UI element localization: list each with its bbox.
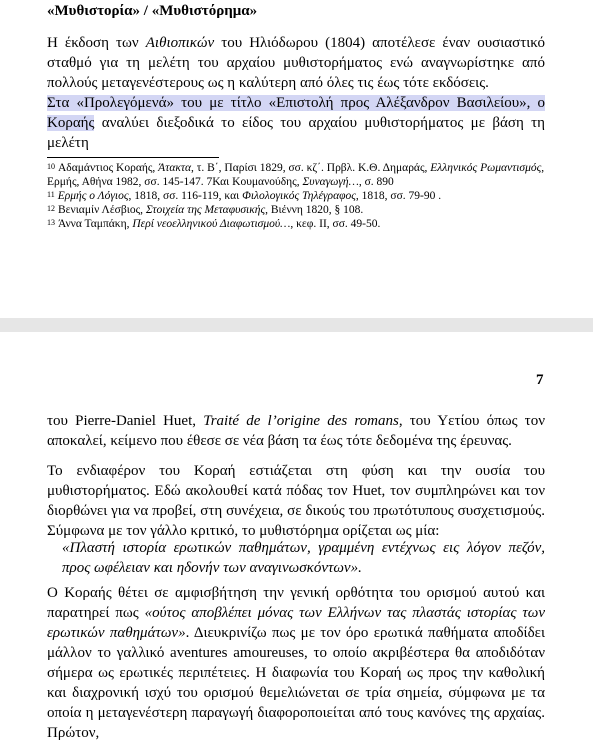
selected-text-highlight[interactable]: Στα «Προλεγόμενά» του με τίτλο «Επιστολή προς Αλέξανδρον Βασιλείου», ο Κοραής [47, 95, 545, 131]
text-run: , 1818, σσ. 116-119, και [128, 190, 243, 202]
paragraph-prolegomena [47, 93, 545, 153]
page-number: 7 [536, 372, 544, 388]
block-quote-definition: «Πλαστή ιστορία ερωτικών παθημάτων, γραμμένη εντέχνως εις λόγον πεζόν, προς ωφέλειαν και ηδονήν των αναγινωσκόντων». [62, 540, 545, 576]
page-break-gap [0, 318, 593, 332]
document-page-upper [0, 0, 593, 318]
section-heading [47, 3, 257, 20]
italic-quote: «ούτος αποβλέπει μόνας των Ελλήνων τας πλαστάς ιστορίας των ερωτικών παθημάτων» [47, 605, 545, 641]
text-run: Αδαμάντιος Κοραής, [58, 162, 159, 174]
italic-title: Αιθιοπικών [145, 35, 215, 51]
footnote-number: 10 [47, 162, 55, 171]
footnote-number: 13 [47, 218, 55, 227]
paragraph-korais-interest: Το ενδιαφέρον του Κοραή εστιάζεται στη φύση και την ουσία του μυθιστορήματος. Εδώ ακολουθεί κατά πόδας τον Huet, τον συμπληρώνει και τον διορθώνει για να προβεί, στη συνέχεια, σε δικούς του πρωτότυπους συσχετισμούς. Σύμφωνα με τον γάλλο κριτικό, το μυθιστόρημα ορίζεται ως μία: [47, 463, 545, 539]
text-run: , Βιέννη 1820, § 108. [265, 204, 364, 216]
text-run: , κεφ. ΙΙ, σσ. 49-50. [290, 218, 381, 230]
document-page-lower [0, 332, 593, 741]
text-run: του Pierre-Daniel Huet, [47, 413, 204, 429]
footnote-number: 12 [47, 204, 55, 213]
italic-title: Ερμής ο Λόγιος [57, 190, 129, 202]
text-run: Άννα Ταμπάκη, [58, 218, 133, 230]
italic-title: Ελληνικός Ρωμαντισμός [430, 162, 542, 174]
footnote-10 [47, 161, 547, 189]
heading-mythistoria: «Μυθιστορία» [47, 3, 141, 19]
italic-title: Στοιχεία της Μεταφυσικής [145, 204, 266, 216]
italic-title: Φιλολογικός Τηλέγραφος [242, 190, 356, 202]
text-run: του Ηλιόδωρου (1804) αποτέλεσε έναν ουσιαστικό σταθμό για τη μελέτη του αρχαίου μυθιστορήματος ενώ αναγνωρίστηκε από πολλούς μεταγενέστερους ως η καλύτερη από όλες τις έως τότε εκδόσεις. [47, 35, 545, 91]
footnote-11 [47, 189, 547, 203]
italic-title: Περί νεοελληνικού Διαφωτισμού… [132, 218, 291, 230]
text-run: αναλύει διεξοδικά το είδος του αρχαίου μυθιστορήματος με βάση τη μελέτη [47, 115, 545, 151]
text-run: , Ερμής, Αθήνα 1982, σσ. 145-147. 7Και Κουμανούδης, [47, 162, 545, 188]
paragraph-korais-critique [47, 583, 545, 743]
italic-title: Συναγωγή… [302, 176, 359, 188]
text-run: Βενιαμίν Λέσβιος, [58, 204, 146, 216]
footnote-separator [47, 157, 219, 158]
italic-title: Άτακτα [158, 162, 192, 174]
heading-mythistorima: «Μυθιστόρημα» [151, 3, 258, 19]
italic-title: Traité de l’origine des romans [203, 413, 399, 429]
text-run: , του Υετίου όπως τον αποκαλεί, κείμενο που έθεσε σε νέα βάση τα έως τότε δεδομένα της έρευνας. [47, 413, 545, 449]
text-run: Η έκδοση των [47, 35, 146, 51]
text-run: , 1818, σσ. 79-90 . [355, 190, 442, 202]
text-run: Ο Κοραής θέτει σε αμφισβήτηση την γενική ορθότητα του ορισμού αυτού και παρατηρεί πως [47, 585, 545, 621]
text-run: , τ. Β΄, Παρίσι 1829, σσ. κζ΄. Πρβλ. Κ.Θ. Δημαράς, [191, 162, 431, 174]
paragraph-huet [47, 411, 545, 451]
paragraph-heliodorus-edition [47, 33, 545, 93]
text-run: , σ. 890 [358, 176, 394, 188]
heading-separator: / [140, 3, 152, 19]
footnote-12 [47, 203, 547, 217]
footnote-13 [47, 217, 547, 231]
footnote-number: 11 [47, 190, 55, 199]
text-run: . Διευκρινίζω πως με τον όρο ερωτικά παθήματα αποδίδει μάλλον το γαλλικό aventures amoureuses, το οποίο ακριβέστερα θα αποδιδόταν σήμερα ως ερωτικές περιπέτειες. Η διαφωνία του Κοραή ως προς την καθολική και διαχρονική ισχύ του ορισμού θεμελιώνεται σε τρία σημεία, σύμφωνα με τα οποία η μεταγενέστερη παραγωγή διαφοροποιείται από τους κανόνες της αρχαίας. Πρώτον, [47, 625, 545, 741]
